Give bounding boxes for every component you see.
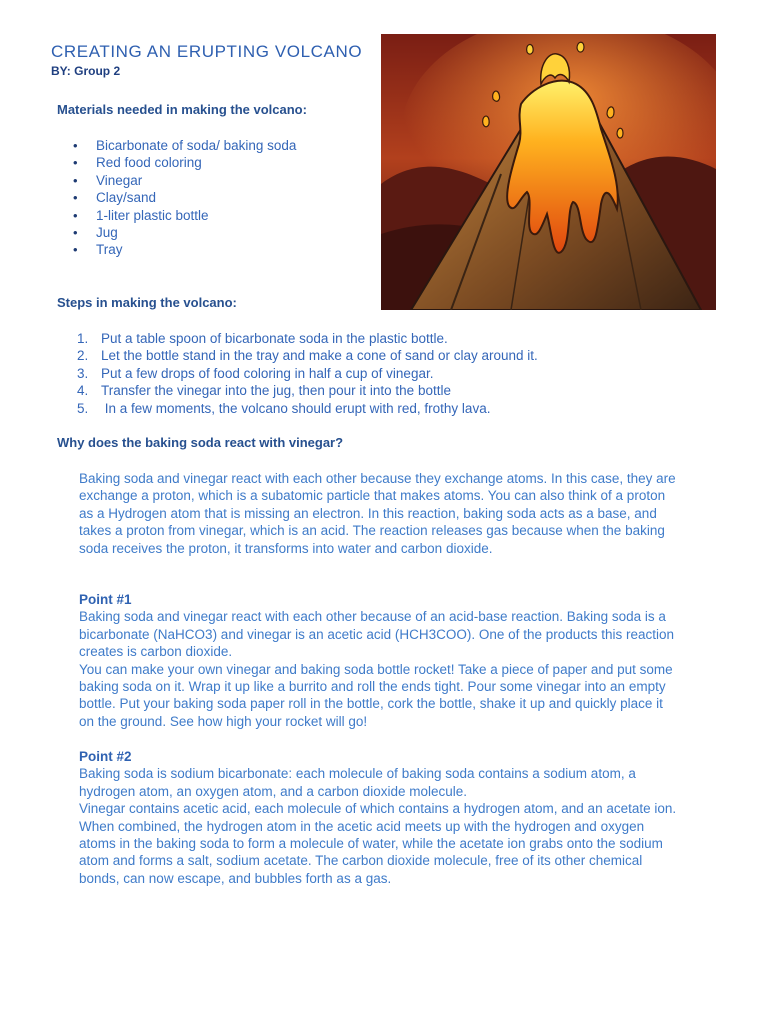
list-item: • Clay/sand <box>57 189 296 206</box>
volcano-illustration <box>381 34 716 310</box>
point-1-paragraph-2: You can make your own vinegar and baking soda bottle rocket! Take a piece of paper and put some baking soda on it. Wrap it up like a burrito and roll the ends tight. Pour some vinegar into an empty bottle. Put your baking soda paper roll in the bottle, cork the bottle, shake it up and quickly place it on the ground. See how high your rocket will go! <box>79 661 673 729</box>
list-item <box>57 330 538 347</box>
list-item: • Red food coloring <box>57 154 296 171</box>
point-2-paragraph-1: Baking soda is sodium bicarbonate: each molecule of baking soda contains a sodium atom, a hydrogen atom, an oxygen atom, and a carbon dioxide molecule. <box>79 766 636 799</box>
why-heading: Why does the baking soda react with vinegar? <box>57 435 344 450</box>
list-item: • Tray <box>57 241 296 258</box>
step-number: 1. <box>77 331 89 346</box>
step-text: Let the bottle stand in the tray and make a cone of sand or clay around it. <box>101 348 538 364</box>
point-2-section <box>79 748 679 887</box>
steps-heading: Steps in making the volcano: <box>57 295 237 310</box>
point-1-title: Point #1 <box>79 592 132 607</box>
list-item <box>57 347 538 364</box>
document-title: CREATING AN ERUPTING VOLCANO <box>51 42 363 61</box>
point-2-title: Point #2 <box>79 749 132 764</box>
step-text: In a few moments, the volcano should erupt with red, frothy lava. <box>101 400 491 416</box>
list-item: • 1-liter plastic bottle <box>57 207 296 224</box>
list-item: • Bicarbonate of soda/ baking soda <box>57 137 296 154</box>
author-byline: BY: Group 2 <box>51 64 121 78</box>
point-2-paragraph-3: When combined, the hydrogen atom in the acetic acid meets up with the hydrogen and oxygen atoms in the baking soda to form a molecule of water, while the acetate ion grabs onto the sodium atom and forms a salt, sodium acetate. The carbon dioxide molecule, free of its other chemical bonds, can now escape, and bubbles forth as a gas. <box>79 818 663 886</box>
point-1-paragraph-1: Baking soda and vinegar react with each other because of an acid-base reaction. Baking soda is a bicarbonate (NaHCO3) and vinegar is an acetic acid (HCH3COO). One of the products this reaction creates is carbon dioxide. <box>79 609 675 660</box>
list-item <box>57 400 538 417</box>
list-item <box>57 382 538 399</box>
materials-list <box>57 137 296 259</box>
step-number: 4. <box>77 383 89 399</box>
intro-paragraph: Baking soda and vinegar react with each other because they exchange atoms. In this case, they are exchange a proton, which is a subatomic particle that makes atoms. You can also think of a proton as a Hydrogen atom that is missing an electron. In this reaction, baking soda acts as a base, and takes a proton from vinegar, which is an acid. The reaction releases gas because when the baking soda receives the proton, it transforms into water and carbon dioxide. <box>79 471 676 556</box>
list-item <box>57 365 538 382</box>
step-text: Put a table spoon of bicarbonate soda in the plastic bottle. <box>101 331 448 346</box>
point-2-paragraph-2: Vinegar contains acetic acid, each molecule of which contains a hydrogen atom, and an acetate ion. <box>79 801 677 817</box>
step-text: Transfer the vinegar into the jug, then pour it into the bottle <box>101 383 451 399</box>
steps-list <box>57 330 538 417</box>
point-1-section <box>79 591 679 730</box>
list-item: • Jug <box>57 224 296 241</box>
step-number: 5. <box>77 400 89 416</box>
list-item: • Vinegar <box>57 172 296 189</box>
step-number: 2. <box>77 348 89 364</box>
materials-heading: Materials needed in making the volcano: <box>57 102 307 117</box>
step-text: Put a few drops of food coloring in half a cup of vinegar. <box>101 365 434 381</box>
step-number: 3. <box>77 365 89 381</box>
